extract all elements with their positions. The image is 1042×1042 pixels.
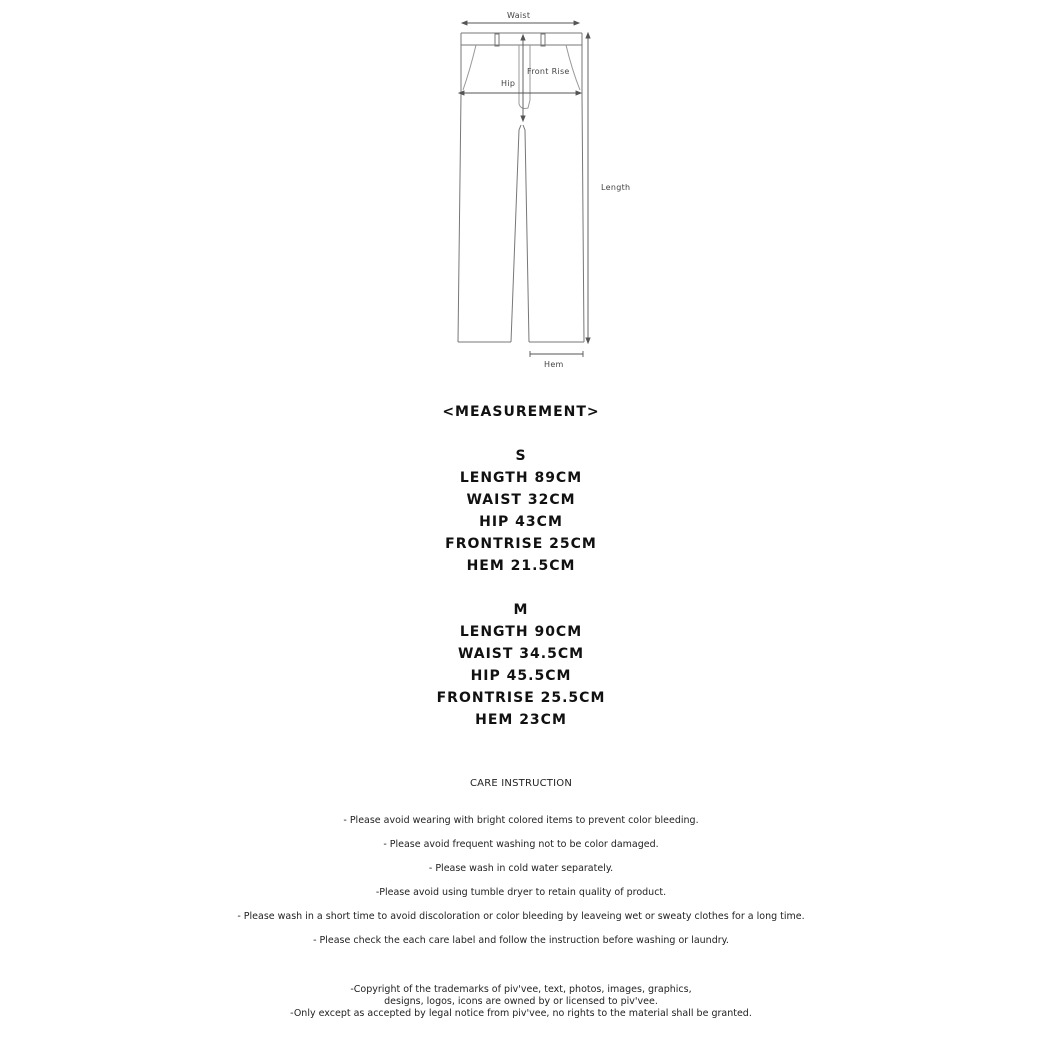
size-m-hip: HIP 45.5CM <box>470 668 572 684</box>
copyright-line: -Copyright of the trademarks of piv'vee, text, photos, images, graphics, <box>350 984 692 995</box>
belt-loop-left <box>495 34 499 46</box>
right-inseam <box>523 125 529 342</box>
left-inseam <box>511 125 521 342</box>
care-item: -Please avoid using tumble dryer to retain quality of product. <box>375 887 667 898</box>
hip-arrow-head-left <box>459 91 464 95</box>
size-m-waist: WAIST 34.5CM <box>457 646 585 662</box>
care-item: - Please wash in a short time to avoid discoloration or color bleeding by leaveing wet or sweaty clothes for a long time. <box>237 911 805 922</box>
size-s-hip: HIP 43CM <box>479 514 563 530</box>
size-m-hem: HEM 23CM <box>475 712 567 728</box>
size-m-block <box>0 599 1042 731</box>
waist-label: Waist <box>507 11 531 20</box>
zipper-fly <box>519 45 530 109</box>
pants-measurement-diagram <box>0 0 1042 390</box>
pocket-left <box>463 45 476 90</box>
care-item: - Please check the each care label and follow the instruction before washing or laundry. <box>313 935 729 946</box>
care-instruction-title: CARE INSTRUCTION <box>469 778 572 789</box>
size-s-hem: HEM 21.5CM <box>466 558 576 574</box>
size-m-label: M <box>513 602 529 618</box>
hip-label: Hip <box>501 79 516 88</box>
care-item: - Please avoid frequent washing not to be color damaged. <box>383 839 659 850</box>
hem-label: Hem <box>544 360 564 369</box>
hip-arrow-head-right <box>576 91 581 95</box>
size-s-label: S <box>515 448 527 464</box>
copyright-line: -Only except as accepted by legal notice from piv'vee, no rights to the material shall be granted. <box>290 1008 752 1019</box>
front-rise-label: Front Rise <box>527 67 570 76</box>
size-s-block <box>0 445 1042 577</box>
belt-loop-right <box>541 34 545 46</box>
waist-arrow-head-right <box>574 21 579 25</box>
right-leg-outer-seam <box>582 33 584 342</box>
front-rise-arrow-head-bottom <box>521 116 525 121</box>
left-leg-outer-seam <box>458 33 461 342</box>
size-s-length: LENGTH 89CM <box>459 470 583 486</box>
length-label: Length <box>601 183 631 192</box>
care-item: - Please avoid wearing with bright colored items to prevent color bleeding. <box>343 815 699 826</box>
size-m-length: LENGTH 90CM <box>459 624 583 640</box>
copyright-line: designs, logos, icons are owned by or licensed to piv'vee. <box>384 996 658 1007</box>
length-arrow-head-bottom <box>586 338 590 343</box>
pants-illustration <box>0 0 1042 390</box>
size-m-front-rise: FRONTRISE 25.5CM <box>436 690 606 706</box>
waist-arrow-head-left <box>462 21 467 25</box>
copyright-notice <box>0 984 1042 1020</box>
length-arrow-head-top <box>586 33 590 38</box>
care-instruction-list <box>0 814 1042 958</box>
front-rise-arrow-head-top <box>521 35 525 40</box>
size-s-front-rise: FRONTRISE 25CM <box>445 536 597 552</box>
size-s-waist: WAIST 32CM <box>466 492 576 508</box>
care-item: - Please wash in cold water separately. <box>428 863 614 874</box>
measurement-section <box>0 401 1042 423</box>
measurement-heading: <MEASUREMENT> <box>442 404 600 420</box>
